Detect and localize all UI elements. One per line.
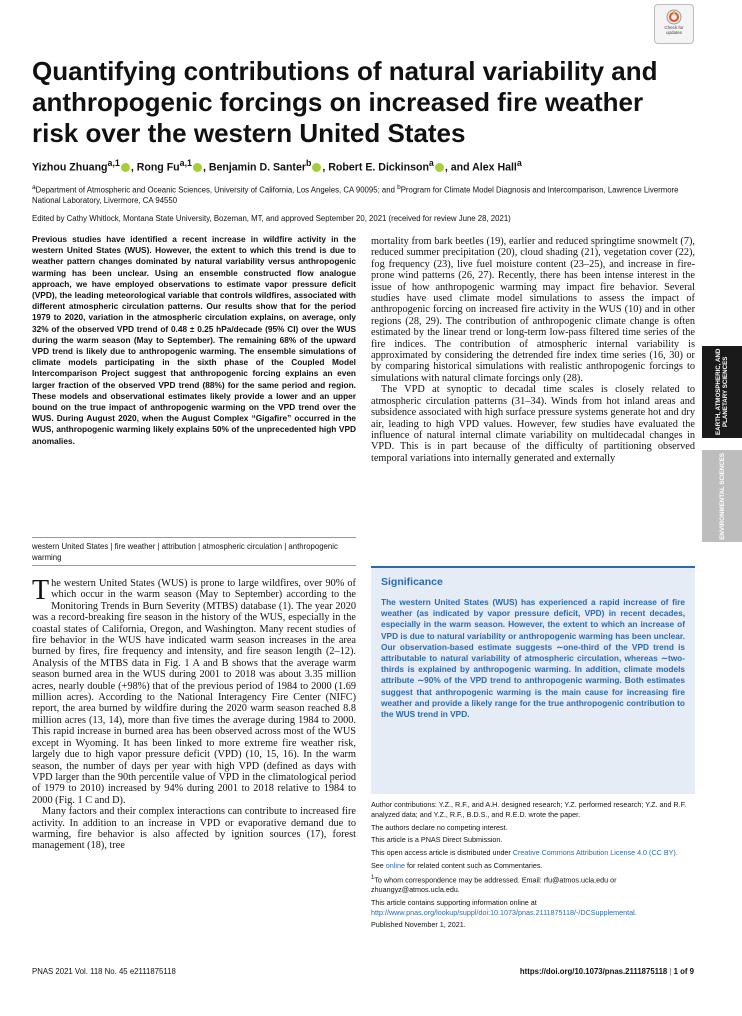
right-column-text xyxy=(371,236,695,464)
author-name[interactable]: Yizhou Zhuang xyxy=(32,161,108,174)
author-name[interactable]: Rong Fu xyxy=(136,161,180,174)
orcid-icon[interactable] xyxy=(121,163,130,172)
license-link[interactable]: Creative Commons Attribution License 4.0 (CC BY). xyxy=(512,848,678,858)
orcid-icon[interactable] xyxy=(312,163,321,172)
article-notes xyxy=(371,800,695,933)
body-paragraph-1: mortality from bark beetles (19), earlier and reduced springtime snowmelt (7), reduced summer precipitation (20), cloud shading (21), vegetation cover (22), fog frequency (23), live fuel moisture content (23–25), and increase in fire-prone wind patterns (26, 27). Recently, there has been intense interest in the issue of how anthropogenic warming may impact fire behavior. Several studies have used climate model simulations to assess the impact of anthropogenic forcing on increased fire activity in the WUS (10) and in other regions (28, 29). The contribution of anthropogenic climate change is often estimated by the linear trend or long-term low-pass filtered time series of the fire indices. The contribution of atmospheric internal variability is approximated by considering the detrended fire index time series (16, 30) or by comparing historical simulations with realistic anthropogenic forcings to simulations with natural climate forcings only (28). xyxy=(371,236,695,384)
significance-text: The western United States (WUS) has experienced a rapid increase of fire weather (as indicated by vapor pressure deficit, VPD) in recent decades, especially in the warm season. However, the extent to which an increase of VPD is due to natural variability or anthropogenic warming has been unclear. Our observation-based estimate suggests ∼one-third of the VPD trend is attributable to natural variability of atmospheric circulation, whereas ∼two-thirds is explained by anthropogenic warming. In addition, climate models attribute ∼90% of the VPD trend to anthropogenic warming. Both estimates suggest that anthropogenic warming is the main cause for increasing fire weather and provide a likely range for the true anthropogenic contribution to the WUS trend in VPD. xyxy=(381,597,685,720)
significance-box xyxy=(371,566,695,794)
online-link[interactable]: online xyxy=(385,860,405,870)
published-date: Published November 1, 2021. xyxy=(371,920,466,930)
drop-cap: T xyxy=(32,575,50,606)
author-name[interactable]: Robert E. Dickinson xyxy=(328,161,429,174)
page-number: 1 of 9 xyxy=(673,967,694,976)
badge-line-2: updates xyxy=(665,30,682,35)
edited-by-line: Edited by Cathy Whitlock, Montana State University, Bozeman, MT, and approved September 20, 2021 (received for review June 28, 2021) xyxy=(32,214,511,223)
license-note: This open access article is distributed under Creative Commons Attribution License 4.0 (CC BY). xyxy=(371,848,678,858)
author-name[interactable]: Alex Hall xyxy=(472,161,517,174)
intro-column xyxy=(32,575,356,852)
update-icon xyxy=(666,9,682,25)
abstract: Previous studies have identified a recent increase in wildfire activity in the western United States (WUS). However, the extent to which this trend is due to weather pattern changes dominated by natural variability versus anthropogenic warming has been unclear. Using an ensemble constructed flow analogue approach, we have employed observations to estimate vapor pressure deficit (VPD), the leading meteorological variable that controls wildfires, associated with different atmospheric circulation patterns. Our results show that for the period 1979 to 2020, variation in the atmospheric circulation explains, on average, only 32% of the observed VPD trend of 0.48 ± 0.25 hPa/decade (95% CI) over the WUS during the warm season (May to September). The remaining 68% of the upward VPD trend is likely due to anthropogenic warming. The ensemble simulations of climate models participating in the sixth phase of the Coupled Model Intercomparison Project suggest that anthropogenic forcing explains an even larger fraction of the observed VPD trend (88%) for the same period and region. These models and observational estimates likely provide a lower and an upper bound on the true impact of anthropogenic warming on the VPD trend over the WUS. During August 2020, when the August Complex “Gigafire” occurred in the WUS, anthropogenic warming likely explains 50% of the unprecedented high VPD anomalies. xyxy=(32,234,356,446)
check-for-updates-badge[interactable] xyxy=(654,4,694,44)
supporting-info-note: This article contains supporting information online at http://www.pnas.org/lookup/suppl/doi:10.1073/pnas.2111875118/-/DCSupplemental. xyxy=(371,897,637,917)
keywords-divider xyxy=(32,565,356,566)
section-tab-earth-sciences[interactable]: EARTH, ATMOSPHERIC, AND PLANETARY SCIENCES xyxy=(702,346,742,438)
article-title: Quantifying contributions of natural variability and anthropogenic forcings on increased fire weather risk over the western United States xyxy=(32,56,658,148)
author-name[interactable]: Benjamin D. Santer xyxy=(208,161,306,174)
footer-separator: | xyxy=(669,967,672,976)
affiliations: $^a$Department of Atmospheric and Oceanic Sciences, University of California, Los Angeles, CA 90095; and $^b$Program for Climate Model Diagnosis and Intercomparison, Lawrence Livermore National Laboratory, Livermore, CA 94550 xyxy=(32,184,679,206)
badge-line-1: Check for xyxy=(664,25,684,30)
body-paragraph-2: The VPD at synoptic to decadal time scales is closely related to atmospheric circulation patterns (31–34). Winds from hot inland areas and subsidence associated with high surface pressure systems generate hot and dry air, leading to high VPD values. However, few studies have evaluated the influence of natural internal climate variability on multidecadal changes in VPD. This is in part because of the difficulty of partitioning observed temporal variations into internally generated and externally xyxy=(371,384,695,464)
footer-right xyxy=(520,967,694,976)
supplemental-link[interactable]: http://www.pnas.org/lookup/suppl/doi:10.1073/pnas.2111875118/-/DCSupplemental. xyxy=(371,907,637,917)
author-contributions: Author contributions: Y.Z., R.F., and A.H. designed research; Y.Z. performed research; Y.Z. and R.F. analyzed data; and Y.Z., R.F., B.D.S., and R.E.D. wrote the paper. xyxy=(371,800,687,819)
keywords: western United States | fire weather | attribution | atmospheric circulation | anthropogenic warming xyxy=(32,537,356,563)
author-list: Yizhou Zhuang$^{a,1}$ , Rong Fu$^{a,1}$ , Benjamin D. Santer$^b$ , Robert E. Dickinson$^a$ , and Alex Hall$^a$ xyxy=(32,158,522,174)
see-online-note: See online for related content such as Commentaries. xyxy=(371,860,543,870)
direct-submission: This article is a PNAS Direct Submission. xyxy=(371,835,503,845)
intro-paragraph-1: The western United States (WUS) is prone to large wildfires, over 90% of which occur in the warm season (May to September) according to the Monitoring Trends in Burn Severity (MTBS) database (1). The year 2020 was a record-breaking fire season in the history of the WUS, especially in the coastal states of California, Oregon, and Washington. Many recent studies of fire behavior in the WUS have indicated warm season increases in the area burned by fires, fire frequency and intensity, and fire season length (2–12). Analysis of the MTBS data in Fig. 1 A and B shows that the average warm season burned area in the WUS during 2001 to 2018 was about 3.35 million acres, nearly double (+98%) that of the previous period of 1984 to 2000 (1.69 million acres). According to the National Interagency Fire Center (NIFC) report, the area burned by wildfire during the 2020 warm season reached 8.8 million acres (13, 14), more than five times the average during 1984 to 2000. This rapid increase in burned area has been observed across most of the WUS except in Wyoming. It has been linked to more extreme fire weather risk, largely due to high vapor pressure deficit (VPD) (10, 15, 16). In the warm season, the number of days per year with high VPD (defined as days with VPD larger than the 90th percentile value of VPD in the climatological period of 1979 to 2010) increased by 94% during 2001 to 2018 relative to 1984 to 2000 (Fig. 1 C and D). xyxy=(32,575,356,806)
footer-doi-link[interactable]: https://doi.org/10.1073/pnas.2111875118 xyxy=(519,967,668,976)
footer-citation: PNAS 2021 Vol. 118 No. 45 e2111875118 xyxy=(32,967,176,976)
significance-title: Significance xyxy=(381,576,443,588)
competing-interest: The authors declare no competing interest. xyxy=(371,822,508,832)
section-tab-environmental-sciences[interactable]: ENVIRONMENTAL SCIENCES xyxy=(702,450,742,542)
intro-paragraph-2: Many factors and their complex interactions can contribute to increased fire activity. In addition to an increase in VPD or evaporative demand due to warming, fire behavior is also affected by ignition sources (17), forest management (18), tree xyxy=(32,806,356,852)
orcid-icon[interactable] xyxy=(435,163,444,172)
correspondence-note: $^1$To whom correspondence may be addressed. Email: rfu@atmos.ucla.edu or zhuangyz@atmos.ucla.edu. xyxy=(371,874,617,894)
orcid-icon[interactable] xyxy=(193,163,202,172)
